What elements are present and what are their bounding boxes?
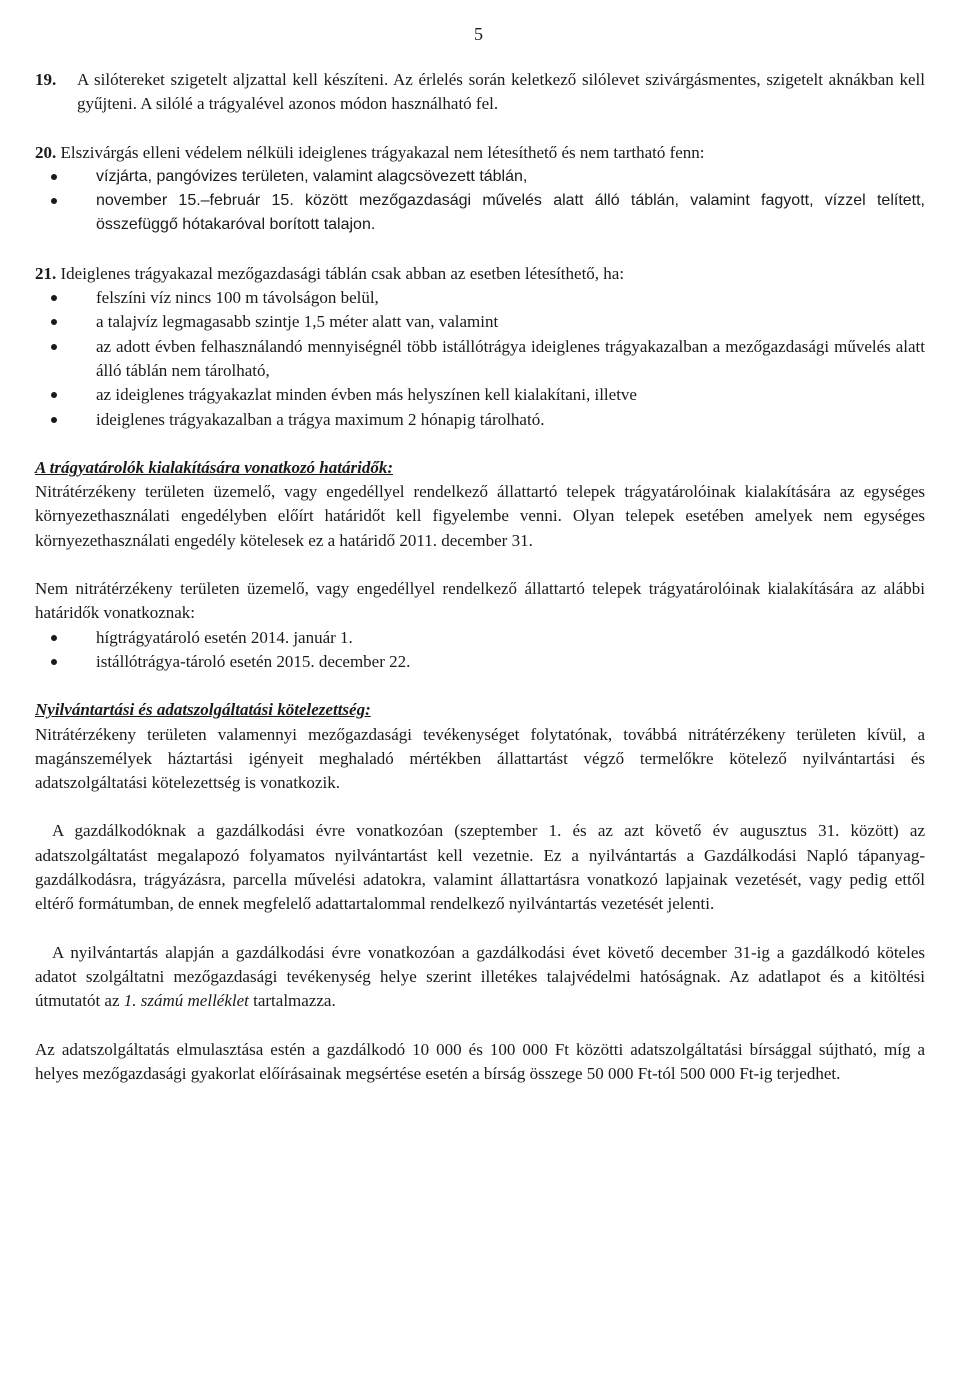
document-body [35,68,925,1086]
list-item: felszíni víz nincs 100 m távolságon belül, [96,286,925,310]
list-item: az adott évben felhasználandó mennyiségnél több istállótrágya ideiglenes trágyakazalban a mezőgazdasági művelés alatt álló táblán nem tárolható, [96,335,925,384]
list-item: ideiglenes trágyakazalban a trágya maximum 2 hónapig tárolható. [96,408,925,432]
list-item: november 15.–február 15. között mezőgazdasági művelés alatt álló táblán, valamint fagyott, vízzel telített, összefüggő hótakaróval borított talajon. [96,189,925,238]
list-item: hígtrágyatároló esetén 2014. január 1. [96,626,925,650]
item-21 [35,262,925,286]
item-19 [35,68,925,117]
list-item: a talajvíz legmagasabb szintje 1,5 méter alatt van, valamint [96,310,925,334]
item-20-text: Elszivárgás elleni védelem nélküli ideiglenes trágyakazal nem létesíthető és nem tartható fenn: [60,142,705,162]
item-20-number: 20. [35,142,57,162]
item-19-text: A silótereket szigetelt aljzattal kell készíteni. Az érlelés során keletkező silólevet szivárgásmentes, szigetelt aknákban kell gyűjteni. A silólé a trágyalével azonos módon használható fel. [77,70,925,114]
paragraph-text: tartalmazza. [248,991,336,1011]
paragraph: Az adatszolgáltatás elmulasztása estén a gazdálkodó 10 000 és 100 000 Ft közötti adatszolgáltatási bírsággal sújtható, míg a helyes mezőgazdasági gyakorlat előírásainak megsértése esetén a bírság összege 50 000 Ft-tól 500 000 Ft-ig terjedhet. [35,1039,925,1083]
item-21-number: 21. [35,263,57,283]
list-item: vízjárta, pangóvizes területen, valamint alagcsövezett táblán, [96,165,925,189]
list-item: az ideiglenes trágyakazlat minden évben más helyszínen kell kialakítani, illetve [96,383,925,407]
page-number: 5 [474,24,483,44]
list-item: istállótrágya-tároló esetén 2015. december 22. [96,650,925,674]
item-21-list [35,286,925,432]
section-heading-records: Nyilvántartási és adatszolgáltatási kötelezettség: [35,700,371,720]
item-20 [35,141,925,165]
paragraph [35,941,925,1014]
paragraph: Nitrátérzékeny területen üzemelő, vagy engedéllyel rendelkező állattartó telepek trágyatárolóinak kialakítására az egységes környezethasználati engedélyben előírt határidőt kell figyelembe venni. Olyan telepek esetében amelyek nem egységes környezethasználati engedély kötelesek ez a határidő 2011. december 31. [35,482,925,550]
paragraph: Nem nitrátérzékeny területen üzemelő, vagy engedéllyel rendelkező állattartó telepek trágyatárolóinak kialakítására az alábbi határidők vonatkoznak: [35,579,925,623]
section-heading-deadlines: A trágyatárolók kialakítására vonatkozó határidők: [35,457,393,477]
item-19-number: 19. [35,70,57,89]
annex-reference: 1. számú melléklet [123,991,249,1011]
paragraph: A gazdálkodóknak a gazdálkodási évre vonatkozóan (szeptember 1. és az azt követő év augusztus 31. között) az adatszolgáltatást megalapozó folyamatos nyilvántartást kell vezetnie. Ez a nyilvántartás a Gazdálkodási Napló tápanyag-gazdálkodásra, trágyázásra, parcella művelési adatokra, valamint állattartásra vonatkozó lapjainak vezetését, vagy pedig ettől eltérő formátumban, de ennek megfelelő adattartalommal rendelkező nyilvántartás vezetését jelenti. [35,821,925,914]
paragraph: Nitrátérzékeny területen valamennyi mezőgazdasági tevékenységet folytatónak, továbbá nitrátérzékeny területen kívül, a magánszemélyek háztartási igényeit meghaladó mértékben állattartást végző termelőkre kötelező nyilvántartási és adatszolgáltatási kötelezettség is vonatkozik. [35,724,925,793]
deadlines-list [35,626,925,675]
item-20-list [35,165,925,238]
paragraph-text: A nyilvántartás alapján a gazdálkodási évre vonatkozóan a gazdálkodási évet követő december 31-ig a gazdálkodó köteles adatot szolgáltatni mezőgazdasági tevékenység helye szerint illetékes talajvédelmi hatóságnak. Az adatlapot és a kitöltési útmutatót az [35,942,925,1011]
item-21-text: Ideiglenes trágyakazal mezőgazdasági táblán csak abban az esetben létesíthető, ha: [60,263,625,283]
